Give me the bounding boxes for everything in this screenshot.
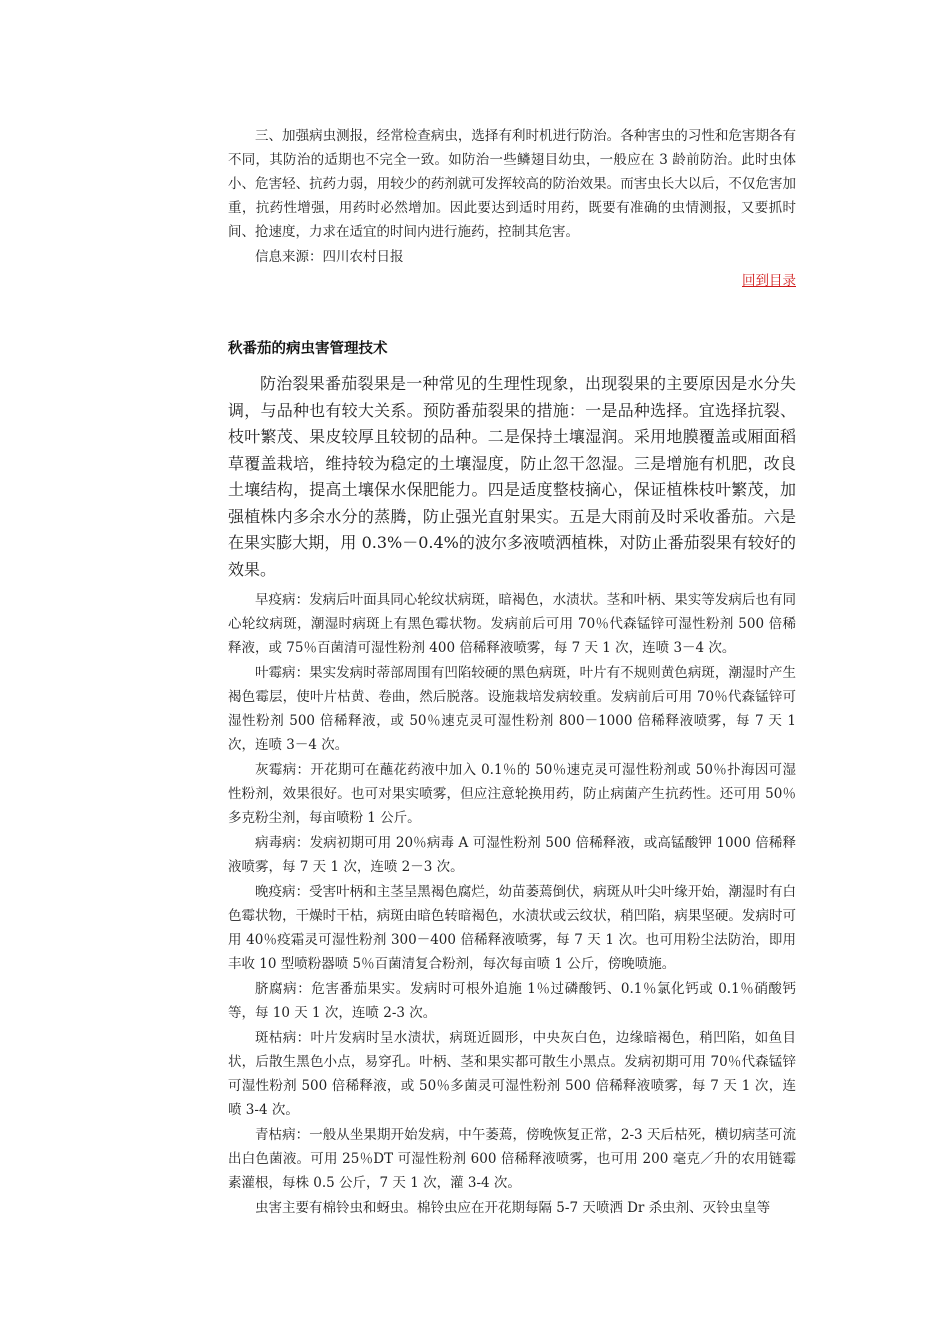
- pest-paragraph: 虫害主要有棉铃虫和蚜虫。棉铃虫应在开花期每隔 5-7 天喷洒 Dr 杀虫剂、灭铃虫皇等: [255, 1200, 771, 1216]
- disease-paragraph-bacterial-wilt: 青枯病：一般从坐果期开始发病，中午萎蔫，傍晚恢复正常，2-3 天后枯死，横切病茎可流出白色菌液。可用 25％DT 可湿性粉剂 600 倍稀释液喷雾，也可用 200 毫克／升的农用链霉素灌根，每株 0.5 公斤，7 天 1 次，灌 3-4 次。: [228, 1127, 796, 1191]
- back-to-toc-link[interactable]: 回到目录: [742, 273, 796, 289]
- disease-paragraph-late-blight: 晚疫病：受害叶柄和主茎呈黑褐色腐烂，幼苗萎蔫倒伏，病斑从叶尖叶缘开始，潮湿时有白色霉状物，干燥时干枯，病斑由暗色转暗褐色，水渍状或云纹状，稍凹陷，病果坚硬。发病时可用 40％疫霜灵可湿性粉剂 300－400 倍稀释液喷雾，每 7 天 1 次。也可用粉尘法防治，即用丰收 10 型喷粉器喷 5％百菌清复合粉剂，每次每亩喷 1 公斤，傍晚喷施。: [228, 884, 796, 972]
- intro-paragraph: 防治裂果番茄裂果是一种常见的生理性现象，出现裂果的主要原因是水分失调，与品种也有较大关系。预防番茄裂果的措施：一是品种选择。宜选择抗裂、枝叶繁茂、果皮较厚且较韧的品种。二是保持土壤湿润。采用地膜覆盖或厢面稻草覆盖栽培，维持较为稳定的土壤湿度，防止忽干忽湿。三是增施有机肥，改良土壤结构，提高土壤保水保肥能力。四是适度整枝摘心，保证植株枝叶繁茂，加强植株内多余水分的蒸腾，防止强光直射果实。五是大雨前及时采收番茄。六是在果实膨大期，用 0.3%－0.4%的波尔多液喷洒植株，对防止番茄裂果有较好的效果。: [228, 374, 796, 579]
- disease-paragraph-early-blight: 早疫病：发病后叶面具同心轮纹状病斑，暗褐色，水渍状。茎和叶柄、果实等发病后也有同心轮纹病斑，潮湿时病斑上有黑色霉状物。发病前后可用 70％代森锰锌可湿性粉剂 500 倍稀释液，或 75％百菌清可湿性粉剂 400 倍稀释液喷雾，每 7 天 1 次，连喷 3－4 次。: [228, 592, 796, 656]
- disease-paragraph-gray-mold: 灰霉病：开花期可在蘸花药液中加入 0.1％的 50％速克灵可湿性粉剂或 50％扑海因可湿性粉剂，效果很好。也可对果实喷雾，但应注意轮换用药，防止病菌产生抗药性。还可用 50％多克粉尘剂，每亩喷粉 1 公斤。: [228, 762, 796, 826]
- disease-paragraph-septoria: 斑枯病：叶片发病时呈水渍状，病斑近圆形，中央灰白色，边缘暗褐色，稍凹陷，如鱼目状，后散生黑色小点，易穿孔。叶柄、茎和果实都可散生小黑点。发病初期可用 70％代森锰锌可湿性粉剂 500 倍稀释液，或 50％多菌灵可湿性粉剂 500 倍稀释液喷雾，每 7 天 1 次，连喷 3-4 次。: [228, 1030, 796, 1118]
- article-title: 秋番茄的病虫害管理技术: [228, 341, 388, 357]
- disease-paragraph-virus: 病毒病：发病初期可用 20％病毒 A 可湿性粉剂 500 倍稀释液，或高锰酸钾 1000 倍稀释液喷雾，每 7 天 1 次，连喷 2－3 次。: [228, 835, 796, 875]
- disease-paragraph-blossom-end-rot: 脐腐病：危害番茄果实。发病时可根外追施 1％过磷酸钙、0.1％氯化钙或 0.1％硝酸钙等，每 10 天 1 次，连喷 2-3 次。: [228, 981, 796, 1021]
- document-page: [228, 124, 796, 1221]
- disease-paragraph-leaf-mold: 叶霉病：果实发病时蒂部周围有凹陷较硬的黑色病斑，叶片有不规则黄色病斑，潮湿时产生褐色霉层，使叶片枯黄、卷曲，然后脱落。设施栽培发病较重。发病前后可用 70％代森锰锌可湿性粉剂 500 倍稀释液，或 50％速克灵可湿性粉剂 800－1000 倍稀释液喷雾，每 7 天 1 次，连喷 3－4 次。: [228, 665, 796, 753]
- prev-section-paragraph: 三、加强病虫测报，经常检查病虫，选择有利时机进行防治。各种害虫的习性和危害期各有不同，其防治的适期也不完全一致。如防治一些鳞翅目幼虫，一般应在 3 龄前防治。此时虫体小、危害轻、抗药力弱，用较少的药剂就可发挥较高的防治效果。而害虫长大以后，不仅危害加重，抗药性增强，用药时必然增加。因此要达到适时用药，既要有准确的虫情测报，又要抓时间、抢速度，力求在适宜的时间内进行施药，控制其危害。: [228, 128, 796, 240]
- info-source: 信息来源：四川农村日报: [255, 249, 404, 265]
